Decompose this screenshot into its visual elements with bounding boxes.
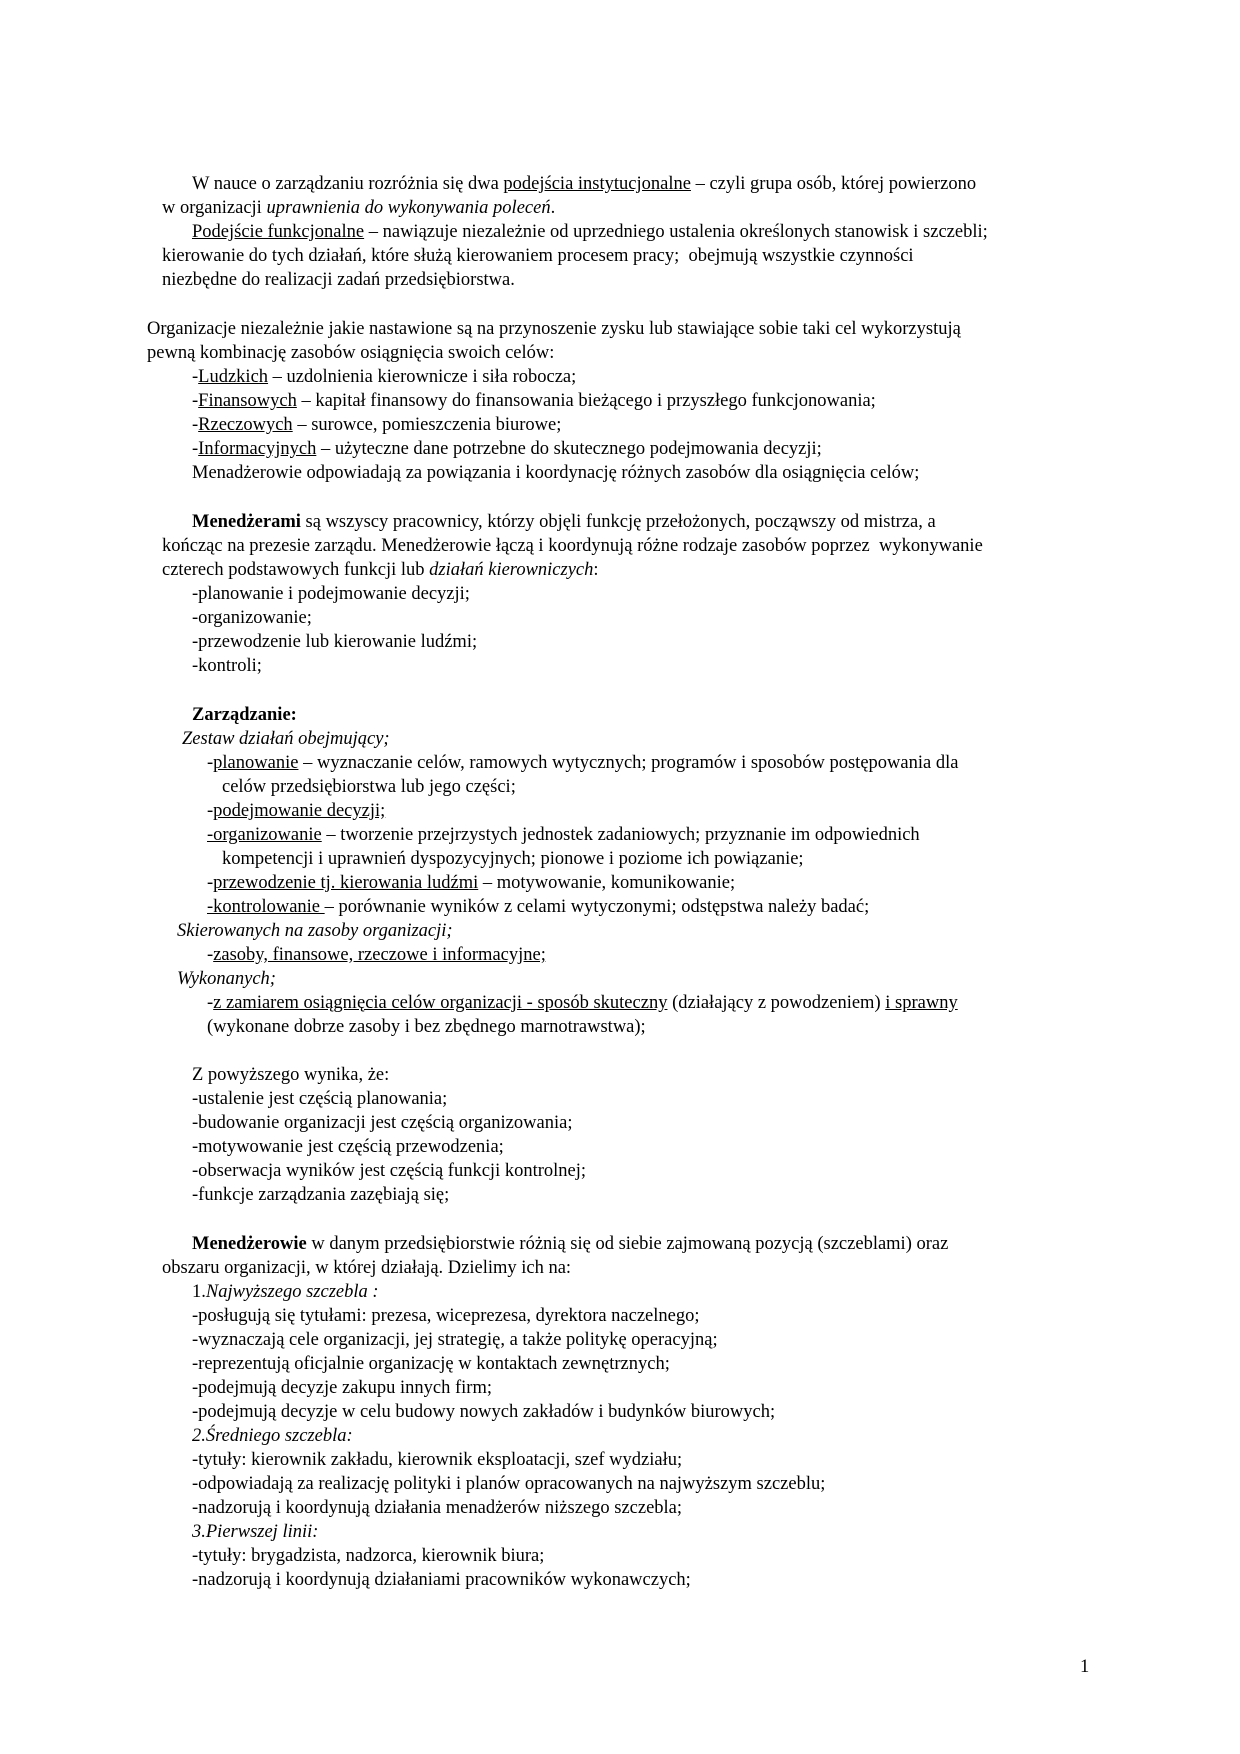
text-run: Menedżerowie: [192, 1234, 307, 1254]
text-run: -odpowiadają za realizację polityki i planów opracowanych na najwyższym szczeblu;: [192, 1474, 826, 1494]
text-line: [182, 727, 390, 751]
text-run: podejścia instytucjonalne: [503, 174, 691, 194]
text-run: są wszyscy pracownicy, którzy objęli funkcję przełożonych, począwszy od mistrza, a: [300, 512, 936, 532]
text-line: [192, 1232, 948, 1256]
text-run: -motywowanie jest częścią przewodzenia;: [192, 1137, 504, 1157]
text-run: – wyznaczanie celów, ramowych wytycznych; programów i sposobów postępowania dla: [298, 753, 959, 773]
text-line: [207, 823, 920, 847]
text-run: Najwyższego szczebla: [205, 1282, 368, 1302]
text-run: -tytuły: kierownik zakładu, kierownik eksploatacji, szef wydziału;: [192, 1450, 683, 1470]
text-line: [192, 1063, 389, 1087]
text-line: [192, 1568, 691, 1592]
text-line: [192, 1496, 682, 1520]
text-run: -ustalenie jest częścią planowania;: [192, 1089, 448, 1109]
text-run: Wykonanych;: [177, 969, 276, 989]
text-line: [207, 751, 958, 775]
text-run: .: [550, 198, 556, 218]
text-line: [192, 1328, 718, 1352]
text-line: [192, 365, 576, 389]
text-run: -: [192, 415, 199, 435]
text-run: – porównanie wyników z celami wytyczonymi; odstępstwa należy badać;: [324, 897, 870, 917]
text-run: -organizowanie: [207, 825, 322, 845]
text-run: – czyli grupa osób, której powierzono: [690, 174, 977, 194]
text-line: [192, 1520, 318, 1544]
text-line: [147, 317, 961, 341]
text-run: -wyznaczają cele organizacji, jej strategię, a także politykę operacyjną;: [192, 1330, 718, 1350]
text-run: – motywowanie, komunikowanie;: [478, 873, 736, 893]
text-run: pewną kombinację zasobów osiągnięcia swoich celów:: [147, 343, 555, 363]
text-line: [192, 389, 876, 413]
text-run: kończąc na prezesie zarządu. Menedżerowie łączą i koordynują różne rodzaje zasobów poprzez wykonywanie: [162, 536, 983, 556]
text-run: (wykonane dobrze zasoby i bez zbędnego marnotrawstwa);: [207, 1017, 646, 1037]
text-run: Skierowanych na zasoby organizacji;: [177, 921, 453, 941]
text-run: – kapitał finansowy do finansowania bieżącego i przyszłego funkcjonowania;: [296, 391, 876, 411]
text-line: [192, 461, 919, 485]
text-run: kierowanie do tych działań, które służą kierowaniem procesem pracy; obejmują wszystkie czynności: [162, 246, 914, 266]
text-run: Menadżerowie odpowiadają za powiązania i koordynację różnych zasobów dla osiągnięcia celów;: [192, 463, 920, 483]
text-line: [192, 1376, 492, 1400]
text-line: [177, 919, 453, 943]
text-line: [207, 1015, 646, 1039]
text-run: przewodzenie tj. kierowania ludźmi: [213, 873, 479, 893]
text-line: [192, 1111, 572, 1135]
text-run: -podejmują decyzje w celu budowy nowych zakładów i budynków biurowych;: [192, 1402, 776, 1422]
text-line: [207, 799, 385, 823]
text-line: [192, 1544, 544, 1568]
text-run: Z powyższego wynika, że:: [192, 1065, 390, 1085]
text-run: :: [367, 1282, 379, 1302]
text-run: 1.: [192, 1282, 206, 1302]
text-run: planowanie: [213, 753, 299, 773]
text-run: 2.: [192, 1426, 206, 1446]
text-run: Organizacje niezależnie jakie nastawione są na przynoszenie zysku lub stawiające sobie taki cel wykorzystują: [147, 319, 961, 339]
text-line: [192, 1280, 379, 1304]
text-run: działań kierowniczych: [429, 560, 594, 580]
text-run: – użyteczne dane potrzebne do skutecznego podejmowania decyzji;: [316, 439, 822, 459]
text-run: -: [207, 945, 214, 965]
text-line: [192, 654, 262, 678]
text-line: [207, 943, 546, 967]
text-run: Zarządzanie:: [192, 705, 297, 725]
page-number: 1: [1080, 1657, 1090, 1677]
text-line: [207, 871, 735, 895]
text-run: w organizacji: [162, 198, 267, 218]
text-run: celów przedsiębiorstwa lub jego części;: [222, 777, 516, 797]
text-run: -budowanie organizacji jest częścią organizowania;: [192, 1113, 573, 1133]
text-run: -: [207, 993, 214, 1013]
text-line: [192, 413, 561, 437]
text-run: zasoby, finansowe, rzeczowe i informacyjne;: [213, 945, 546, 965]
text-run: -organizowanie;: [192, 608, 312, 628]
text-run: z zamiarem osiągnięcia celów organizacji - sposób skuteczny: [213, 993, 668, 1013]
text-line: [192, 437, 822, 461]
text-line: [162, 268, 515, 292]
text-run: Średniego szczebla: [205, 1426, 347, 1446]
text-run: :: [312, 1522, 319, 1542]
text-run: -kontrolowanie: [207, 897, 325, 917]
text-run: -: [207, 801, 214, 821]
text-run: W nauce o zarządzaniu rozróżnia się dwa: [192, 174, 504, 194]
text-line: [192, 630, 477, 654]
text-line: [162, 558, 599, 582]
text-run: niezbędne do realizacji zadań przedsiębiorstwa.: [162, 270, 515, 290]
text-line: [162, 244, 914, 268]
text-line: [192, 1183, 449, 1207]
text-line: [192, 1400, 775, 1424]
text-line: [192, 1159, 586, 1183]
text-line: [207, 895, 869, 919]
text-line: [192, 1448, 682, 1472]
text-line: [207, 991, 958, 1015]
text-line: [162, 1256, 571, 1280]
text-run: -posługują się tytułami: prezesa, wiceprezesa, dyrektora naczelnego;: [192, 1306, 700, 1326]
text-line: [162, 534, 983, 558]
text-line: [192, 510, 936, 534]
text-line: [192, 606, 312, 630]
text-run: kompetencji i uprawnień dyspozycyjnych; pionowe i poziome ich powiązanie;: [222, 849, 804, 869]
text-run: w danym przedsiębiorstwie różnią się od siebie zajmowaną pozycją (szczeblami) oraz: [306, 1234, 949, 1254]
text-run: Menedżerami: [192, 512, 301, 532]
text-line: [192, 1352, 670, 1376]
text-run: i sprawny: [885, 993, 958, 1013]
text-run: -nadzorują i koordynują działania menadżerów niższego szczebla;: [192, 1498, 683, 1518]
text-run: podejmowanie decyzji;: [213, 801, 386, 821]
text-run: -: [192, 391, 199, 411]
text-run: :: [593, 560, 599, 580]
text-run: 3.: [192, 1522, 206, 1542]
text-line: [177, 967, 276, 991]
text-run: -funkcje zarządzania zazębiają się;: [192, 1185, 450, 1205]
text-run: obszaru organizacji, w której działają. Dzielimy ich na:: [162, 1258, 572, 1278]
text-line: [192, 220, 988, 244]
text-line: [162, 196, 555, 220]
text-run: Informacyjnych: [198, 439, 317, 459]
text-line: [192, 172, 976, 196]
text-run: :: [346, 1426, 353, 1446]
text-line: [222, 847, 804, 871]
text-run: – tworzenie przejrzystych jednostek zadaniowych; przyznanie im odpowiednich: [321, 825, 920, 845]
text-line: [192, 1135, 504, 1159]
text-run: -: [207, 873, 214, 893]
text-run: Rzeczowych: [198, 415, 293, 435]
text-line: [192, 703, 297, 727]
text-run: Podejście funkcjonalne: [192, 222, 365, 242]
text-run: -nadzorują i koordynują działaniami pracowników wykonawczych;: [192, 1570, 691, 1590]
text-run: – uzdolnienia kierownicze i siła robocza;: [268, 367, 577, 387]
text-line: [192, 1087, 447, 1111]
text-run: Pierwszej linii: [205, 1522, 313, 1542]
text-run: Finansowych: [198, 391, 297, 411]
text-run: czterech podstawowych funkcji lub: [162, 560, 430, 580]
text-run: -obserwacja wyników jest częścią funkcji kontrolnej;: [192, 1161, 587, 1181]
text-run: -podejmują decyzje zakupu innych firm;: [192, 1378, 493, 1398]
text-run: Ludzkich: [198, 367, 269, 387]
text-line: [192, 582, 470, 606]
text-line: [147, 341, 554, 365]
text-run: -: [192, 439, 199, 459]
text-run: -tytuły: brygadzista, nadzorca, kierownik biura;: [192, 1546, 545, 1566]
text-run: -: [192, 367, 199, 387]
text-run: -planowanie i podejmowanie decyzji;: [192, 584, 470, 604]
text-run: uprawnienia do wykonywania poleceń: [266, 198, 551, 218]
text-line: [222, 775, 516, 799]
text-run: – nawiązuje niezależnie od uprzedniego ustalenia określonych stanowisk i szczebli;: [364, 222, 988, 242]
text-line: [192, 1304, 700, 1328]
text-run: -reprezentują oficjalnie organizację w kontaktach zewnętrznych;: [192, 1354, 670, 1374]
text-line: [192, 1424, 353, 1448]
text-run: Zestaw działań obejmujący;: [182, 729, 390, 749]
text-run: -kontroli;: [192, 656, 262, 676]
text-run: (działający z powodzeniem): [667, 993, 886, 1013]
text-run: -: [207, 753, 214, 773]
text-line: [192, 1472, 825, 1496]
text-run: – surowce, pomieszczenia biurowe;: [292, 415, 562, 435]
text-run: -przewodzenie lub kierowanie ludźmi;: [192, 632, 478, 652]
